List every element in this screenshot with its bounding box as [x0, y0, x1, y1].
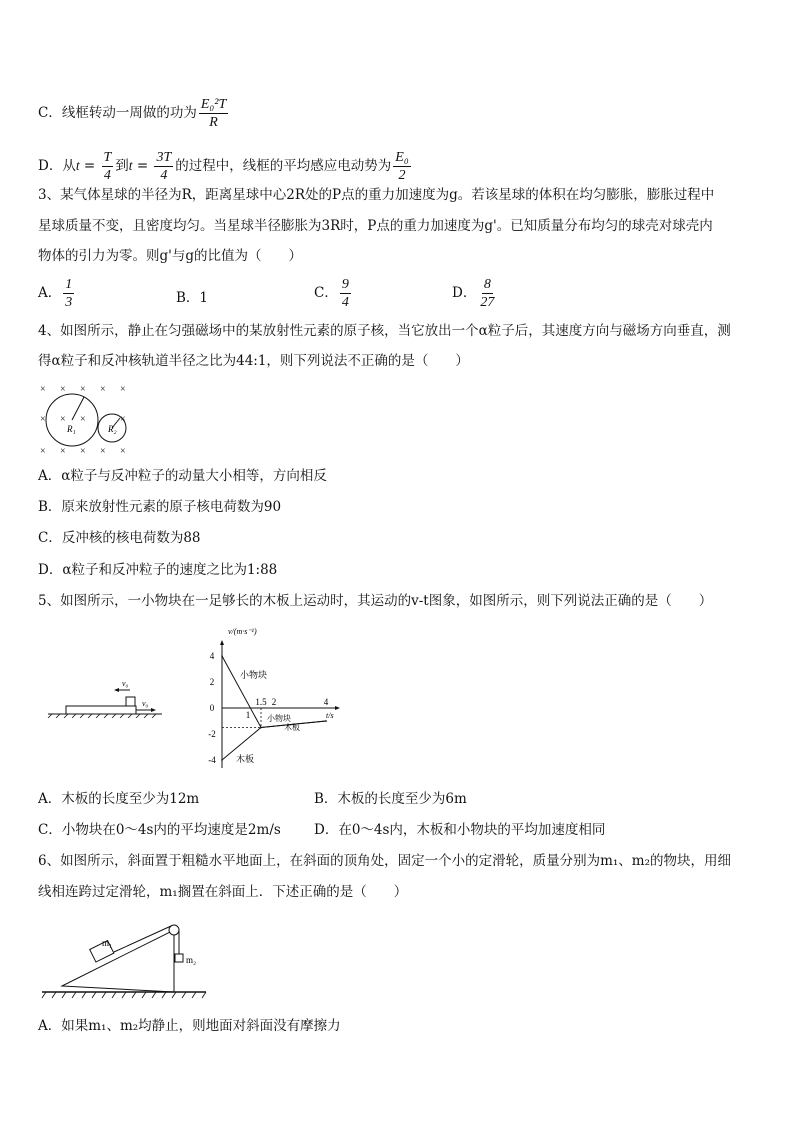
- x-tick-label: 4: [323, 697, 329, 707]
- data-point: [325, 720, 327, 722]
- label-board-line: 木板: [284, 723, 300, 732]
- q4-line1: 4、如图所示，静止在匀强磁场中的某放射性元素的原子核，当它放出一个α粒子后，其速度方向与磁场方向垂直，测: [38, 323, 731, 339]
- q4-option-c: C．反冲核的核电荷数为88: [38, 530, 201, 546]
- q3-line3: 物体的引力为零。则g'与g的比值为（ ）: [38, 248, 302, 264]
- label-m2: m₂: [186, 955, 197, 965]
- label-v0-board: v₀: [142, 699, 149, 708]
- q6-line2: 线相连跨过定滑轮，m₁搁置在斜面上．下述正确的是（ ）: [38, 884, 408, 900]
- label-v0-block: v₀: [122, 679, 129, 688]
- cross-mark: ×: [60, 414, 66, 425]
- x-tick-label: 2: [271, 697, 277, 707]
- q3-line1: 3、某气体星球的半径为R，距离星球中心2R处的P点的重力加速度为g。若该星球的体积在均匀膨胀，膨胀过程中: [38, 187, 715, 203]
- block-m2: [175, 954, 183, 962]
- cross-mark: ×: [40, 414, 46, 425]
- ground-hatching: [42, 992, 206, 998]
- y-axis-label: v/(m·s⁻¹): [228, 627, 257, 636]
- y-tick-label: 0: [209, 703, 215, 713]
- q4-option-a: A．α粒子与反冲粒子的动量大小相等，方向相反: [38, 468, 327, 484]
- q6-incline-figure: [40, 916, 210, 1002]
- cross-mark: ×: [60, 384, 66, 395]
- q5-option-a: A．木板的长度至少为12m: [38, 791, 200, 807]
- cross-mark: ×: [80, 414, 86, 425]
- fraction: $\frac{\text{E₀²T}}{R}$: [200, 97, 227, 130]
- cross-mark: ×: [80, 446, 86, 457]
- q4-option-b: B．原来放射性元素的原子核电荷数为90: [38, 499, 282, 515]
- y-tick-label: 4: [209, 651, 215, 661]
- prev-option-d: D．从t = $\frac{T}{4}$ 到t = $\frac{3T}{4}$ 的过程中，线框的平均感应电动势为 $\frac{\text{E₀}}{2}$: [38, 150, 409, 183]
- q3-option-d: D． $\frac{8}{27}$: [452, 277, 495, 310]
- q5-line1: 5、如图所示，一小物块在一足够长的木板上运动时，其运动的v-t图象，如图所示，则下列说法正确的是（ ）: [38, 593, 713, 609]
- q4-option-d: D．α粒子和反冲粒子的速度之比为1:88: [38, 562, 278, 578]
- data-point: [221, 655, 223, 657]
- cross-mark: ×: [120, 446, 126, 457]
- q3-line2: 星球质量不变，且密度均匀。当星球半径膨胀为3R时，P点的重力加速度为g'。已知质量分布均匀的球壳对球壳内: [38, 218, 713, 234]
- cross-mark: ×: [120, 414, 126, 425]
- y-axis-arrow: [220, 640, 224, 645]
- incline: [62, 930, 174, 992]
- q3-option-c: C． $\frac{9}{4}$: [314, 277, 349, 310]
- small-block: [126, 697, 135, 706]
- prev-option-c: C．线框转动一周做的功为 $\frac{\text{E₀²T}}{R}$: [38, 97, 227, 130]
- string-incline: [114, 926, 171, 952]
- q6-line1: 6、如图所示，斜面置于粗糙水平地面上，在斜面的顶角处，固定一个小的定滑轮，质量分别为m₁、m₂的物块，用细: [38, 853, 732, 869]
- q4-magnetic-field-figure: [34, 380, 134, 460]
- label-m1: m₁: [102, 938, 113, 948]
- q5-board-block-figure: [44, 668, 174, 718]
- cross-mark: ×: [120, 384, 126, 395]
- cross-mark: ×: [40, 384, 46, 395]
- x-axis-label: t/s: [326, 711, 334, 720]
- q3-option-a: A． $\frac{1}{3}$: [38, 277, 73, 310]
- q3-option-b: B．1: [176, 290, 209, 306]
- q4-line2: 得α粒子和反冲核轨道半径之比为44:1，则下列说法不正确的是（ ）: [38, 353, 469, 369]
- y-tick-label: -2: [208, 729, 216, 739]
- x-tick-label: 1.5: [255, 697, 267, 707]
- label-r1: R₁: [67, 424, 76, 434]
- label-block-line: 小物块: [240, 670, 268, 680]
- cross-mark: ×: [100, 446, 106, 457]
- data-point: [221, 759, 223, 761]
- board: [66, 706, 136, 714]
- q5-vt-graph: [200, 620, 350, 780]
- q5-option-c: C．小物块在0～4s内的平均速度是2m/s: [38, 822, 281, 838]
- label-block-line-2: 小物块: [267, 714, 291, 723]
- cross-mark: ×: [100, 384, 106, 395]
- y-tick-label: 2: [209, 677, 215, 687]
- cross-mark: ×: [60, 446, 66, 457]
- label-r2: R₂: [108, 424, 117, 434]
- q5-option-d: D．在0～4s内，木板和小物块的平均加速度相同: [314, 822, 606, 838]
- vt-axes: [220, 640, 340, 768]
- ground-hatching: [48, 714, 156, 718]
- cross-mark: ×: [80, 384, 86, 395]
- q6-option-a: A．如果m₁、m₂均静止，则地面对斜面没有摩擦力: [38, 1018, 341, 1034]
- field-cross-marks: [40, 384, 126, 457]
- q5-option-b: B．木板的长度至少为6m: [314, 791, 467, 807]
- x-axis-arrow: [335, 706, 340, 710]
- label-board-line-2: 木板: [236, 754, 255, 764]
- y-tick-label: -4: [208, 755, 216, 765]
- x-tick-label: 1: [245, 710, 251, 720]
- cross-mark: ×: [40, 446, 46, 457]
